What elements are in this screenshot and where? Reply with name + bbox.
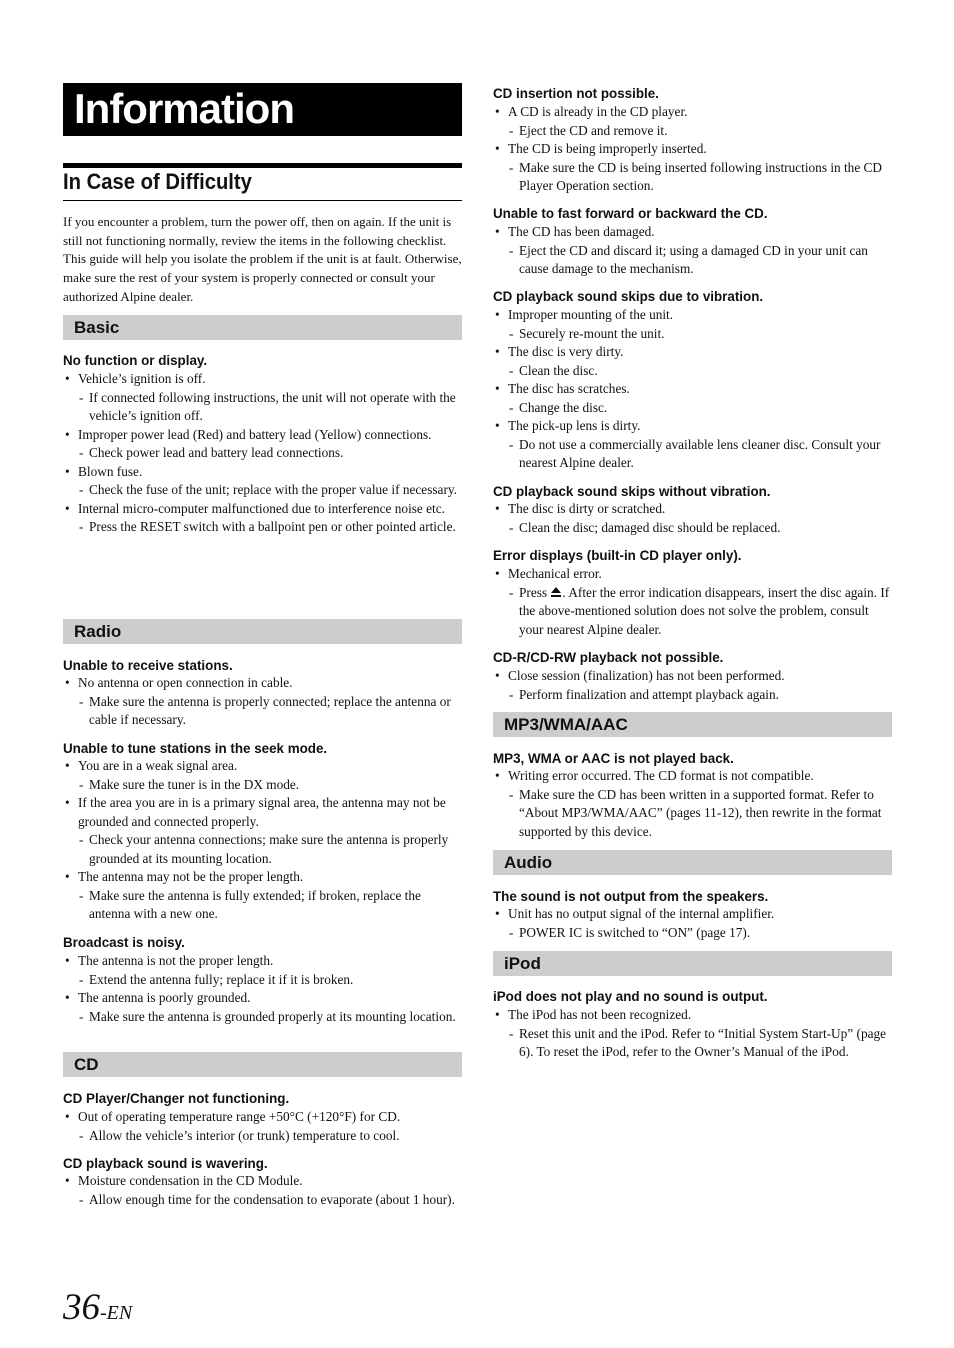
cause-item: • Improper mounting of the unit. [493, 306, 892, 325]
cause-item: • No antenna or open connection in cable. [63, 674, 462, 693]
remedy-item: - Check your antenna connections; make sure the antenna is properly grounded at its mounting location. [63, 831, 462, 868]
cause-item: • Out of operating temperature range +50°C (+120°F) for CD. [63, 1108, 462, 1127]
intro-paragraph: If you encounter a problem, turn the power off, then on again. If the unit is still not functioning normally, review the items in the following checklist. This guide will help you isolate the problem if the unit is at fault. Otherwise, make sure the rest of your system is properly connected or consult your authorized Alpine dealer. [63, 214, 462, 304]
section-header-mp3: MP3/WMA/AAC [493, 712, 892, 737]
answer-list [493, 103, 892, 196]
remedy-item: - Make sure the CD has been written in a supported format. Refer to “About MP3/WMA/AAC” (pages 11-12), then rewrite in the format supported by this device. [493, 786, 892, 842]
cause-item: • Unit has no output signal of the internal amplifier. [493, 905, 892, 924]
answer-list [493, 500, 892, 537]
remedy-text-prefix: Press [519, 584, 548, 600]
answer-list [493, 306, 892, 473]
cause-item: • The disc is very dirty. [493, 343, 892, 362]
section-header-cd: CD [63, 1052, 462, 1077]
cause-item: • Vehicle’s ignition is off. [63, 370, 462, 389]
remedy-item: - Make sure the tuner is in the DX mode. [63, 776, 462, 795]
eject-icon [550, 586, 562, 598]
cause-item: • Blown fuse. [63, 463, 462, 482]
question-heading: CD playback sound skips due to vibration. [493, 289, 764, 304]
section-header-audio: Audio [493, 850, 892, 875]
answer-list [493, 767, 892, 841]
cause-item: • Internal micro-computer malfunctioned due to interference noise etc. [63, 500, 462, 519]
question-heading: iPod does not play and no sound is output. [493, 989, 768, 1004]
cause-item: • The antenna may not be the proper length. [63, 868, 462, 887]
remedy-item: - Check the fuse of the unit; replace with the proper value if necessary. [63, 481, 462, 500]
cause-item: • Mechanical error. [493, 565, 892, 584]
answer-list [493, 223, 892, 279]
question-heading: MP3, WMA or AAC is not played back. [493, 751, 734, 766]
answer-list [493, 1006, 892, 1062]
cause-item: • The pick-up lens is dirty. [493, 417, 892, 436]
answer-list [493, 565, 892, 639]
remedy-item: - Allow the vehicle’s interior (or trunk) temperature to cool. [63, 1127, 462, 1146]
cause-item: • Improper power lead (Red) and battery lead (Yellow) connections. [63, 426, 462, 445]
question-heading: Unable to receive stations. [63, 658, 233, 673]
cause-item: • If the area you are in is a primary signal area, the antenna may not be grounded and connected properly. [63, 794, 462, 831]
question-heading: Broadcast is noisy. [63, 935, 185, 950]
remedy-item: - POWER IC is switched to “ON” (page 17). [493, 924, 892, 943]
cause-item: • Writing error occurred. The CD format is not compatible. [493, 767, 892, 786]
answer-list [63, 674, 462, 730]
cause-item: • Moisture condensation in the CD Module. [63, 1172, 462, 1191]
question-heading: CD playback sound is wavering. [63, 1156, 268, 1171]
question-heading: Unable to fast forward or backward the CD. [493, 206, 768, 221]
title-banner [63, 83, 462, 136]
cause-item: • The disc is dirty or scratched. [493, 500, 892, 519]
remedy-text-suffix: . After the error indication disappears, insert the disc again. If the above-mentioned solution does not solve the problem, consult your nearest Alpine dealer. [519, 584, 890, 637]
remedy-item: - Clean the disc; damaged disc should be replaced. [493, 519, 892, 538]
remedy-item: - Check power lead and battery lead connections. [63, 444, 462, 463]
answer-list [63, 952, 462, 1026]
page-number-value: 36 [63, 1287, 100, 1328]
remedy-item: - Press the RESET switch with a ballpoint pen or other pointed article. [63, 518, 462, 537]
cause-item: • The iPod has not been recognized. [493, 1006, 892, 1025]
cause-item: • The disc has scratches. [493, 380, 892, 399]
remedy-item: - Make sure the antenna is properly connected; replace the antenna or cable if necessary. [63, 693, 462, 730]
cause-item: • A CD is already in the CD player. [493, 103, 892, 122]
remedy-item: - Make sure the antenna is grounded properly at its mounting location. [63, 1008, 462, 1027]
question-heading: CD insertion not possible. [493, 86, 659, 101]
page-title: Information [74, 85, 294, 132]
subtitle-underline [63, 200, 462, 201]
answer-list [493, 667, 892, 704]
page-number [63, 1286, 132, 1335]
remedy-item: - Do not use a commercially available lens cleaner disc. Consult your nearest Alpine dealer. [493, 436, 892, 473]
remedy-item: - Allow enough time for the condensation to evaporate (about 1 hour). [63, 1191, 462, 1210]
answer-list [63, 1108, 462, 1145]
question-heading: CD-R/CD-RW playback not possible. [493, 650, 724, 665]
remedy-item: - Eject the CD and discard it; using a damaged CD in your unit can cause damage to the mechanism. [493, 242, 892, 279]
question-heading: CD playback sound skips without vibration. [493, 484, 771, 499]
question-heading: The sound is not output from the speakers. [493, 889, 769, 904]
page-subtitle: In Case of Difficulty [63, 169, 252, 194]
remedy-item: - Securely re-mount the unit. [493, 325, 892, 344]
cause-item: • You are in a weak signal area. [63, 757, 462, 776]
remedy-item: - Clean the disc. [493, 362, 892, 381]
remedy-item: - Make sure the antenna is fully extended; if broken, replace the antenna with a new one. [63, 887, 462, 924]
question-heading: Unable to tune stations in the seek mode. [63, 741, 328, 756]
section-header-radio: Radio [63, 619, 462, 644]
remedy-item: - Make sure the CD is being inserted following instructions in the CD Player Operation section. [493, 159, 892, 196]
answer-list [63, 370, 462, 537]
page-number-suffix: -EN [100, 1302, 133, 1324]
cause-item: • The CD is being improperly inserted. [493, 140, 892, 159]
remedy-item: - Change the disc. [493, 399, 892, 418]
remedy-item [493, 584, 892, 640]
question-heading: No function or display. [63, 353, 208, 368]
answer-list [63, 1172, 462, 1209]
cause-item: • The antenna is not the proper length. [63, 952, 462, 971]
cause-item: • The antenna is poorly grounded. [63, 989, 462, 1008]
section-header-basic: Basic [63, 315, 462, 340]
question-heading: CD Player/Changer not functioning. [63, 1091, 290, 1106]
remedy-item: - Perform finalization and attempt playback again. [493, 686, 892, 705]
remedy-item: - Eject the CD and remove it. [493, 122, 892, 141]
remedy-item: - Reset this unit and the iPod. Refer to “Initial System Start-Up” (page 6). To reset the iPod, refer to the Owner’s Manual of the iPod. [493, 1025, 892, 1062]
cause-item: • Close session (finalization) has not been performed. [493, 667, 892, 686]
question-heading: Error displays (built-in CD player only). [493, 548, 742, 563]
cause-item: • The CD has been damaged. [493, 223, 892, 242]
remedy-item: - If connected following instructions, the unit will not operate with the vehicle’s ignition off. [63, 389, 462, 426]
section-header-ipod: iPod [493, 951, 892, 976]
remedy-item: - Extend the antenna fully; replace it if it is broken. [63, 971, 462, 990]
answer-list [63, 757, 462, 924]
answer-list [493, 905, 892, 942]
